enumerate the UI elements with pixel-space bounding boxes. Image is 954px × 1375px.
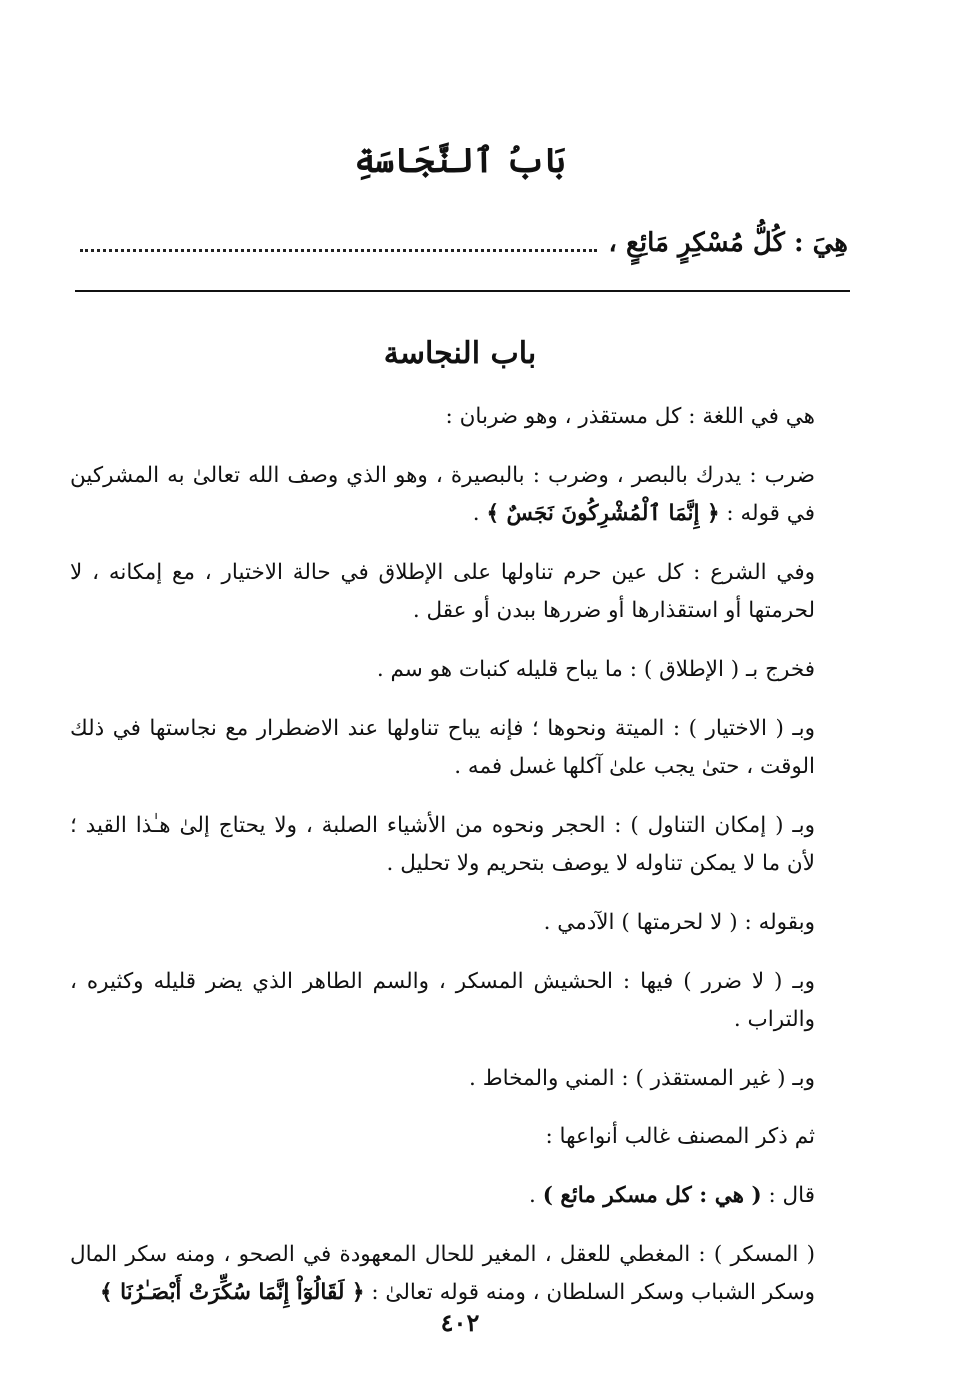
paragraph: فخرج بـ ( الإطلاق ) : ما يباح قليله كنبات هو سم . (376, 656, 815, 682)
matn-chapter-title: بَابُ ٱلنَّجَاسَةِ (354, 141, 566, 181)
paragraph (70, 1177, 850, 1216)
dotted-leader (80, 235, 597, 252)
paragraph-text: قال : (761, 1182, 815, 1208)
matn-text-line (80, 228, 848, 258)
paragraph: وبـ ( لا ضرر ) فيها : الحشيش المسكر ، والسم الطاهر الذي يضر قليله وكثيره ، والتراب . (70, 968, 815, 1033)
page-number: ٤٠٢ (440, 1308, 480, 1337)
quoted-matn: ( هي : كل مسكر مائع ) (542, 1182, 762, 1208)
paragraph: وبـ ( إمكان التناول ) : الحجر ونحوه من الأشياء الصلبة ، ولا يحتاج إلىٰ هـٰذا القيد ؛ لأن ما لا يمكن تناوله لا يوصف بتحريم ولا تحليل . (70, 812, 815, 877)
paragraph: وبـ ( الاختيار ) : الميتة ونحوها ؛ فإنه يباح تناولها عند الاضطرار مع نجاستها في ذلك الوقت ، حتىٰ يجب علىٰ آكلها غسل فمه . (70, 715, 815, 780)
paragraph-end: . (472, 501, 487, 527)
commentary-body (70, 398, 850, 1333)
separator-rule (75, 290, 850, 292)
paragraph: وبـ ( غير المستقذر ) : المني والمخاط . (469, 1065, 815, 1091)
paragraph-end: . (529, 1182, 543, 1208)
paragraph: ثم ذكر المصنف غالب أنواعها : (545, 1124, 815, 1150)
matn-text: هِيَ : كُلُّ مُسْكِرٍ مَائِعٍ ، (608, 228, 848, 258)
quran-verse: ﴿ إِنَّمَا ٱلْمُشْرِكُونَ نَجَسٌ ﴾ (486, 501, 720, 527)
paragraph (70, 1236, 850, 1313)
commentary-chapter-title: باب النجاسة (383, 336, 537, 371)
paragraph-text: ضرب : يدرك بالبصر ، وضرب : بالبصيرة ، وهو الذي وصف الله تعالىٰ به المشركين في قوله : (70, 462, 815, 527)
paragraph: هي في اللغة : كل مستقذر ، وهو ضربان : (445, 404, 815, 429)
paragraph: وفي الشرع : كل عين حرم تناولها على الإطلاق في حالة الاختيار ، مع إمكانه ، لا لحرمتها أو استقذارها أو ضررها ببدن أو عقل . (70, 559, 815, 624)
quran-verse: ﴿ لَقَالُوٓاْ إِنَّمَا سُكِّرَتْ أَبْصَـٰرُنَا ﴾ (100, 1280, 365, 1306)
paragraph: وبقوله : ( لا لحرمتها ) الآدمي . (543, 909, 815, 935)
paragraph (70, 457, 850, 534)
page (70, 0, 850, 1375)
paragraph-text: ( المسكر ) : المغطي للعقل ، المغير للحال المعهودة في الصحو ، ومنه سكر المال وسكر الشباب وسكر السلطان ، ومنه قوله تعالىٰ : (70, 1241, 815, 1306)
